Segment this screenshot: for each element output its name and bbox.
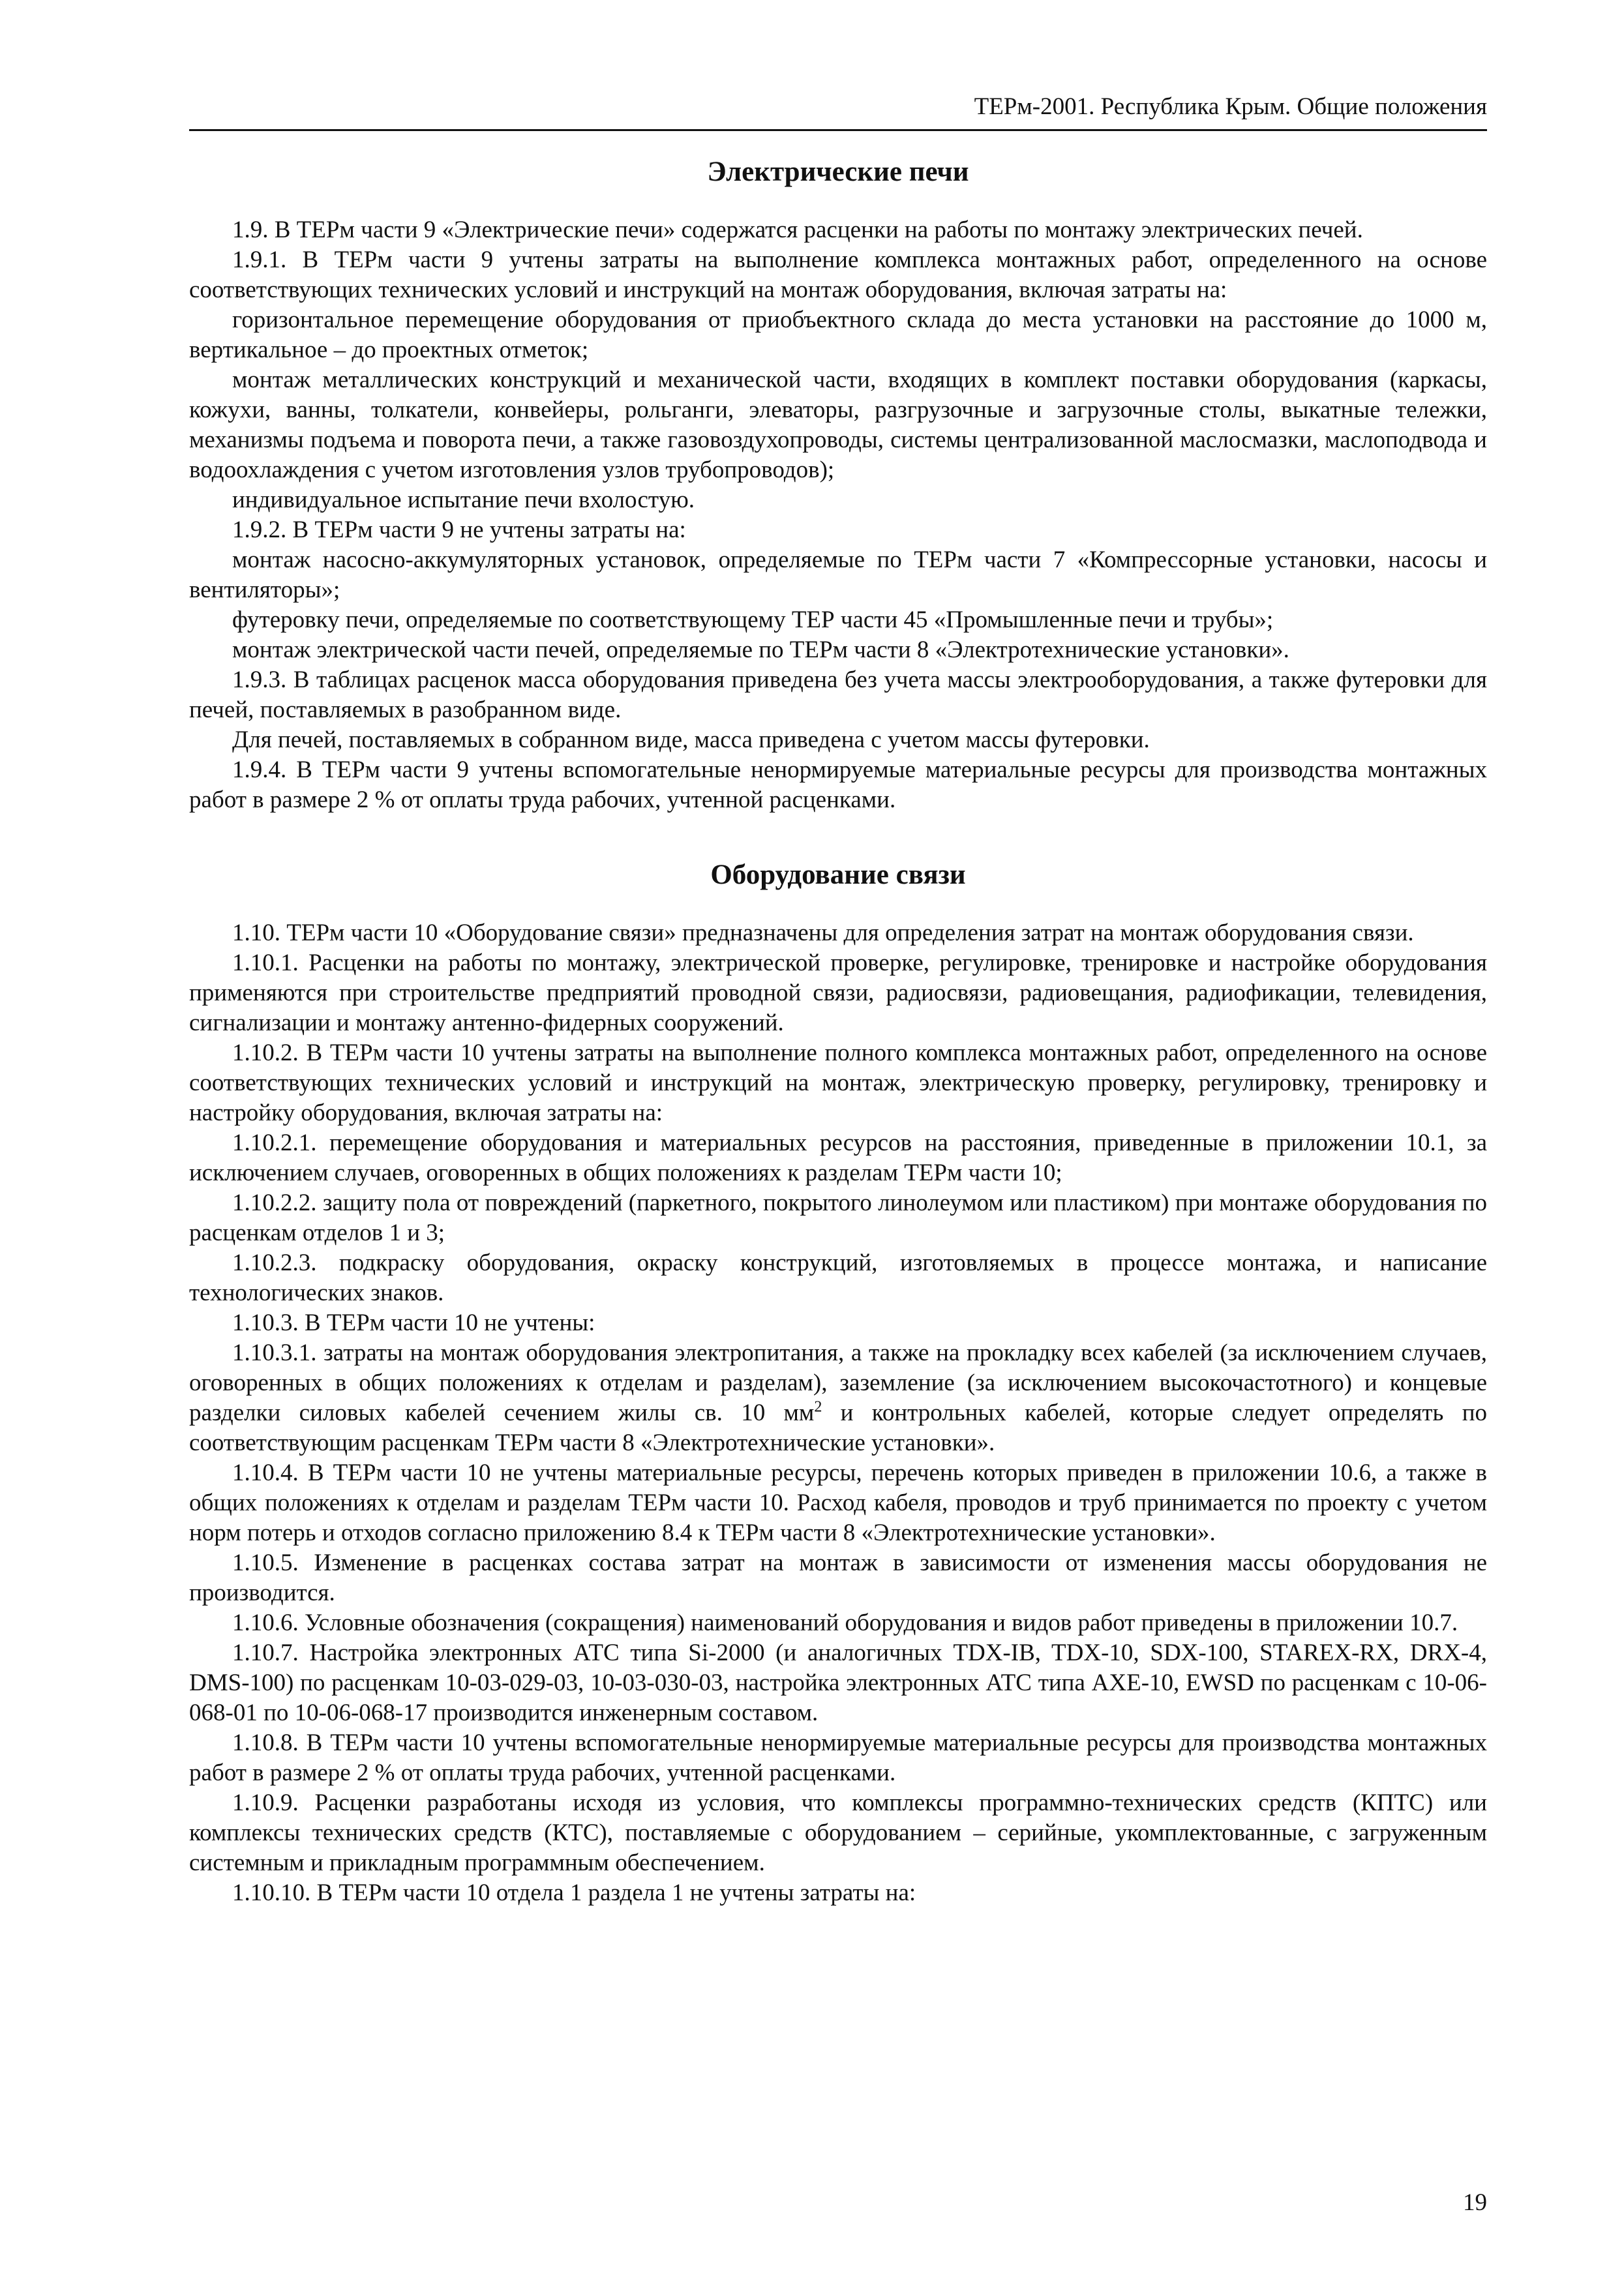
paragraph-electrical-part: монтаж электрической части печей, определяемые по ТЕРм части 8 «Электротехнические установки». bbox=[232, 636, 1289, 663]
paragraph-1-10-6: 1.10.6. Условные обозначения (сокращения) наименований оборудования и видов работ приведены в приложении 10.7. bbox=[232, 1609, 1458, 1636]
paragraph-1-9-3: 1.9.3. В таблицах расценок масса оборудования приведена без учета массы электрооборудования, а также футеровки для печей, поставляемых в разобранном виде. bbox=[189, 666, 1487, 723]
paragraph-idle-test: индивидуальное испытание печи вхолостую. bbox=[232, 486, 695, 513]
section-title-communication-equipment: Оборудование связи bbox=[710, 860, 966, 890]
paragraph-1-9: 1.9. В ТЕРм части 9 «Электрические печи» содержатся расценки на работы по монтажу электрических печей. bbox=[232, 217, 1363, 243]
paragraph-1-10-4: 1.10.4. В ТЕРм части 10 не учтены материальные ресурсы, перечень которых приведен в приложении 10.6, а также в общих положениях к отделам и разделам ТЕРм части 10. Расход кабеля, проводов и труб принимается по проекту с учетом норм потерь и отходов согласно приложению 8.4 к ТЕРм части 8 «Электротехнические установки». bbox=[189, 1459, 1487, 1546]
paragraph-1-10-7: 1.10.7. Настройка электронных АТС типа Si-2000 (и аналогичных TDX-IB, TDX-10, SDX-100, STAREX-RX, DRX-4, DMS-100) по расценкам 10-03-029-03, 10-03-030-03, настройка электронных АТС типа AXE-10, EWSD по расценкам с 10-06-068-01 по 10-06-068-17 производится инженерным составом. bbox=[189, 1639, 1487, 1726]
running-header: ТЕРм-2001. Республика Крым. Общие положения bbox=[974, 93, 1487, 120]
paragraph-1-10-1: 1.10.1. Расценки на работы по монтажу, электрической проверке, регулировке, тренировке и настройке оборудования применяются при строительстве предприятий проводной связи, радиосвязи, радиовещания, радиофикации, телевидения, сигнализации и монтажу антенно-фидерных сооружений. bbox=[189, 950, 1487, 1036]
paragraph-metal-structures: монтаж металлических конструкций и механической части, входящих в комплект поставки оборудования (каркасы, кожухи, ванны, толкатели, конвейеры, рольганги, элеваторы, разгрузочные и загрузочные столы, выкатные тележки, механизмы подъема и поворота печи, а также газовоздухопроводы, системы централизованной маслосмазки, маслоподвода и водоохлаждения с учетом изготовления узлов трубопроводов); bbox=[189, 367, 1487, 483]
paragraph-furnace-lining: футеровку печи, определяемые по соответствующему ТЕР части 45 «Промышленные печи и трубы»; bbox=[232, 606, 1274, 633]
paragraph-1-10-2-2: 1.10.2.2. защиту пола от повреждений (паркетного, покрытого линолеумом или пластиком) при монтаже оборудования по расценкам отделов 1 и 3; bbox=[189, 1189, 1487, 1246]
section-electric-furnaces bbox=[189, 215, 1487, 815]
paragraph-1-10-5: 1.10.5. Изменение в расценках состава затрат на монтаж в зависимости от изменения массы оборудования не производится. bbox=[189, 1549, 1487, 1606]
paragraph-pump-accumulator: монтаж насосно-аккумуляторных установок, определяемые по ТЕРм части 7 «Компрессорные установки, насосы и вентиляторы»; bbox=[189, 546, 1487, 603]
paragraph-1-10-2: 1.10.2. В ТЕРм части 10 учтены затраты на выполнение полного комплекса монтажных работ, определенного на основе соответствующих технических условий и инструкций на монтаж, электрическую проверку, регулировку, тренировку и настройку оборудования, включая затраты на: bbox=[189, 1040, 1487, 1126]
paragraph-horizontal-movement: горизонтальное перемещение оборудования от приобъектного склада до места установки на расстояние до 1000 м, вертикальное – до проектных отметок; bbox=[189, 307, 1487, 363]
paragraph-1-9-1: 1.9.1. В ТЕРм части 9 учтены затраты на выполнение комплекса монтажных работ, определенного на основе соответствующих технических условий и инструкций на монтаж оборудования, включая затраты на: bbox=[189, 247, 1487, 303]
page-body bbox=[189, 154, 1487, 1908]
paragraph-assembled-furnaces: Для печей, поставляемых в собранном виде, масса приведена с учетом массы футеровки. bbox=[232, 726, 1150, 753]
paragraph-1-10: 1.10. ТЕРм части 10 «Оборудование связи» предназначены для определения затрат на монтаж оборудования связи. bbox=[232, 920, 1414, 946]
text-run: и контрольных кабелей, которые следует определять по соответствующим расценкам ТЕРм части 8 «Электротехнические установки». bbox=[189, 1399, 1487, 1456]
paragraph-1-9-2: 1.9.2. В ТЕРм части 9 не учтены затраты на: bbox=[232, 516, 686, 543]
paragraph-1-10-2-1: 1.10.2.1. перемещение оборудования и материальных ресурсов на расстояния, приведенные в приложении 10.1, за исключением случаев, оговоренных в общих положениях к разделам ТЕРм части 10; bbox=[189, 1130, 1487, 1186]
page-number: 19 bbox=[1463, 2189, 1487, 2216]
superscript: 2 bbox=[814, 1398, 822, 1416]
paragraph-1-10-8: 1.10.8. В ТЕРм части 10 учтены вспомогательные ненормируемые материальные ресурсы для производства монтажных работ в размере 2 % от оплаты труда рабочих, учтенной расценками. bbox=[189, 1729, 1487, 1786]
paragraph-1-9-4: 1.9.4. В ТЕРм части 9 учтены вспомогательные ненормируемые материальные ресурсы для производства монтажных работ в размере 2 % от оплаты труда рабочих, учтенной расценками. bbox=[189, 756, 1487, 813]
paragraph-1-10-3-1 bbox=[189, 1338, 1487, 1458]
header-divider bbox=[189, 129, 1487, 131]
text-run: 1.10.3.1. затраты на монтаж оборудования электропитания, а также на прокладку всех кабелей (за исключением случаев, оговоренных в общих положениях к отделам и разделам), заземление (за исключением высокочастотного) и концевые разделки силовых кабелей сечением жилы св. 10 мм bbox=[189, 1339, 1487, 1426]
paragraph-1-10-9: 1.10.9. Расценки разработаны исходя из условия, что комплексы программно-технических средств (КПТС) или комплексы технических средств (КТС), поставляемые с оборудованием – серийные, укомплектованные, с загруженным системным и прикладным программным обеспечением. bbox=[189, 1789, 1487, 1876]
section-title-electric-furnaces: Электрические печи bbox=[707, 157, 969, 187]
paragraph-1-10-10: 1.10.10. В ТЕРм части 10 отдела 1 раздела 1 не учтены затраты на: bbox=[232, 1879, 916, 1906]
paragraph-1-10-3: 1.10.3. В ТЕРм части 10 не учтены: bbox=[232, 1309, 595, 1336]
section-communication-equipment bbox=[189, 918, 1487, 1908]
paragraph-1-10-2-3: 1.10.2.3. подкраску оборудования, окраску конструкций, изготовляемых в процессе монтажа, и написание технологических знаков. bbox=[189, 1249, 1487, 1306]
